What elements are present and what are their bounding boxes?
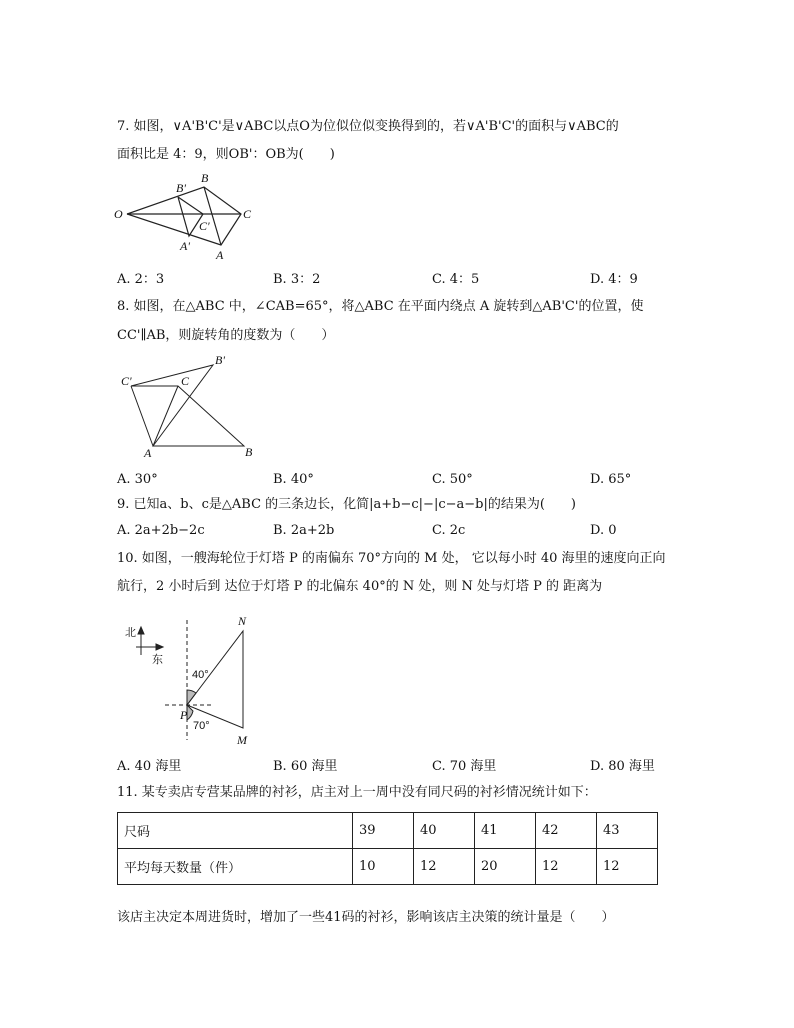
q9-option-d: D. 0	[590, 523, 617, 538]
q7-text-1: 7. 如图，∨A'B'C'是∨ABC以点O为位似位似变换得到的，若∨A'B'C'的面积与∨ABC的	[117, 119, 619, 134]
q8-option-b: B. 40°	[273, 472, 314, 487]
q10-label-n: N	[238, 614, 247, 628]
q7-option-d: D. 4：9	[590, 272, 638, 287]
table-cell: 尺码	[118, 813, 353, 849]
q8-text-2: CC'∥AB，则旋转角的度数为（ ）	[117, 328, 335, 343]
q8-option-c: C. 50°	[432, 472, 473, 487]
table-cell: 12	[597, 849, 658, 885]
q7-label-c: C	[243, 207, 252, 221]
q8-option-d: D. 65°	[590, 472, 632, 487]
table-cell: 12	[536, 849, 597, 885]
table-cell: 10	[353, 849, 414, 885]
table-cell: 41	[475, 813, 536, 849]
q10-option-b: B. 60 海里	[273, 759, 338, 774]
q8-label-b-prime: B'	[215, 353, 225, 367]
q10-option-a: A. 40 海里	[117, 759, 182, 774]
q7-option-c: C. 4：5	[432, 272, 480, 287]
q10-text-1: 10. 如图，一艘海轮位于灯塔 P 的南偏东 70°方向的 M 处， 它以每小时 40 海里的速度向正向	[117, 551, 666, 566]
q7-label-a-prime: A'	[180, 239, 190, 253]
q10-label-north: 北	[125, 627, 136, 639]
q7-label-o: O	[114, 207, 123, 221]
q7-figure	[127, 187, 241, 245]
q9-option-a: A. 2a+2b−2c	[117, 523, 205, 538]
q7-option-b: B. 3：2	[273, 272, 321, 287]
q10-angle-70: 70°	[193, 720, 210, 732]
table-cell: 39	[353, 813, 414, 849]
q8-label-a: A	[144, 446, 152, 460]
table-cell: 20	[475, 849, 536, 885]
q7-label-b-prime: B'	[176, 181, 186, 195]
table-cell: 42	[536, 813, 597, 849]
q9-option-b: B. 2a+2b	[273, 523, 335, 538]
table-cell: 43	[597, 813, 658, 849]
q10-option-d: D. 80 海里	[590, 759, 655, 774]
q9-text: 9. 已知a、b、c是△ABC 的三条边长，化简|a+b−c|−|c−a−b|的结果为( )	[117, 497, 576, 512]
q10-label-m: M	[237, 733, 247, 747]
q7-label-c-prime: C'	[199, 219, 210, 233]
q10-label-east: 东	[152, 654, 163, 666]
q10-option-c: C. 70 海里	[432, 759, 497, 774]
q7-label-b: B	[201, 171, 209, 185]
q8-text-1: 8. 如图，在△ABC 中，∠CAB=65°，将△ABC 在平面内绕点 A 旋转到△AB'C'的位置，使	[117, 299, 644, 314]
q10-label-p: P	[180, 708, 188, 722]
q8-option-a: A. 30°	[117, 472, 158, 487]
table-cell: 平均每天数量（件）	[118, 849, 353, 885]
q10-angle-40: 40°	[192, 669, 209, 681]
q7-text-2: 面积比是 4：9，则OB'：OB为( )	[117, 147, 335, 162]
q9-option-c: C. 2c	[432, 523, 466, 538]
q11-text-1: 11. 某专卖店专营某品牌的衬衫，店主对上一周中没有同尺码的衬衫情况统计如下：	[117, 785, 597, 800]
q7-label-a: A	[216, 248, 224, 262]
table-cell: 40	[414, 813, 475, 849]
q10-text-2: 航行，2 小时后到 达位于灯塔 P 的北偏东 40°的 N 处，则 N 处与灯塔 P 的 距离为	[117, 579, 603, 594]
q11-text-2: 该店主决定本周进货时，增加了一些41码的衬衫，影响该店主决策的统计量是（ ）	[117, 910, 615, 925]
q7-option-a: A. 2：3	[117, 272, 165, 287]
q8-label-c: C	[181, 374, 190, 388]
q8-label-b: B	[245, 445, 253, 459]
q8-label-c-prime: C'	[121, 374, 132, 388]
table-cell: 12	[414, 849, 475, 885]
q10-figure	[136, 620, 243, 740]
